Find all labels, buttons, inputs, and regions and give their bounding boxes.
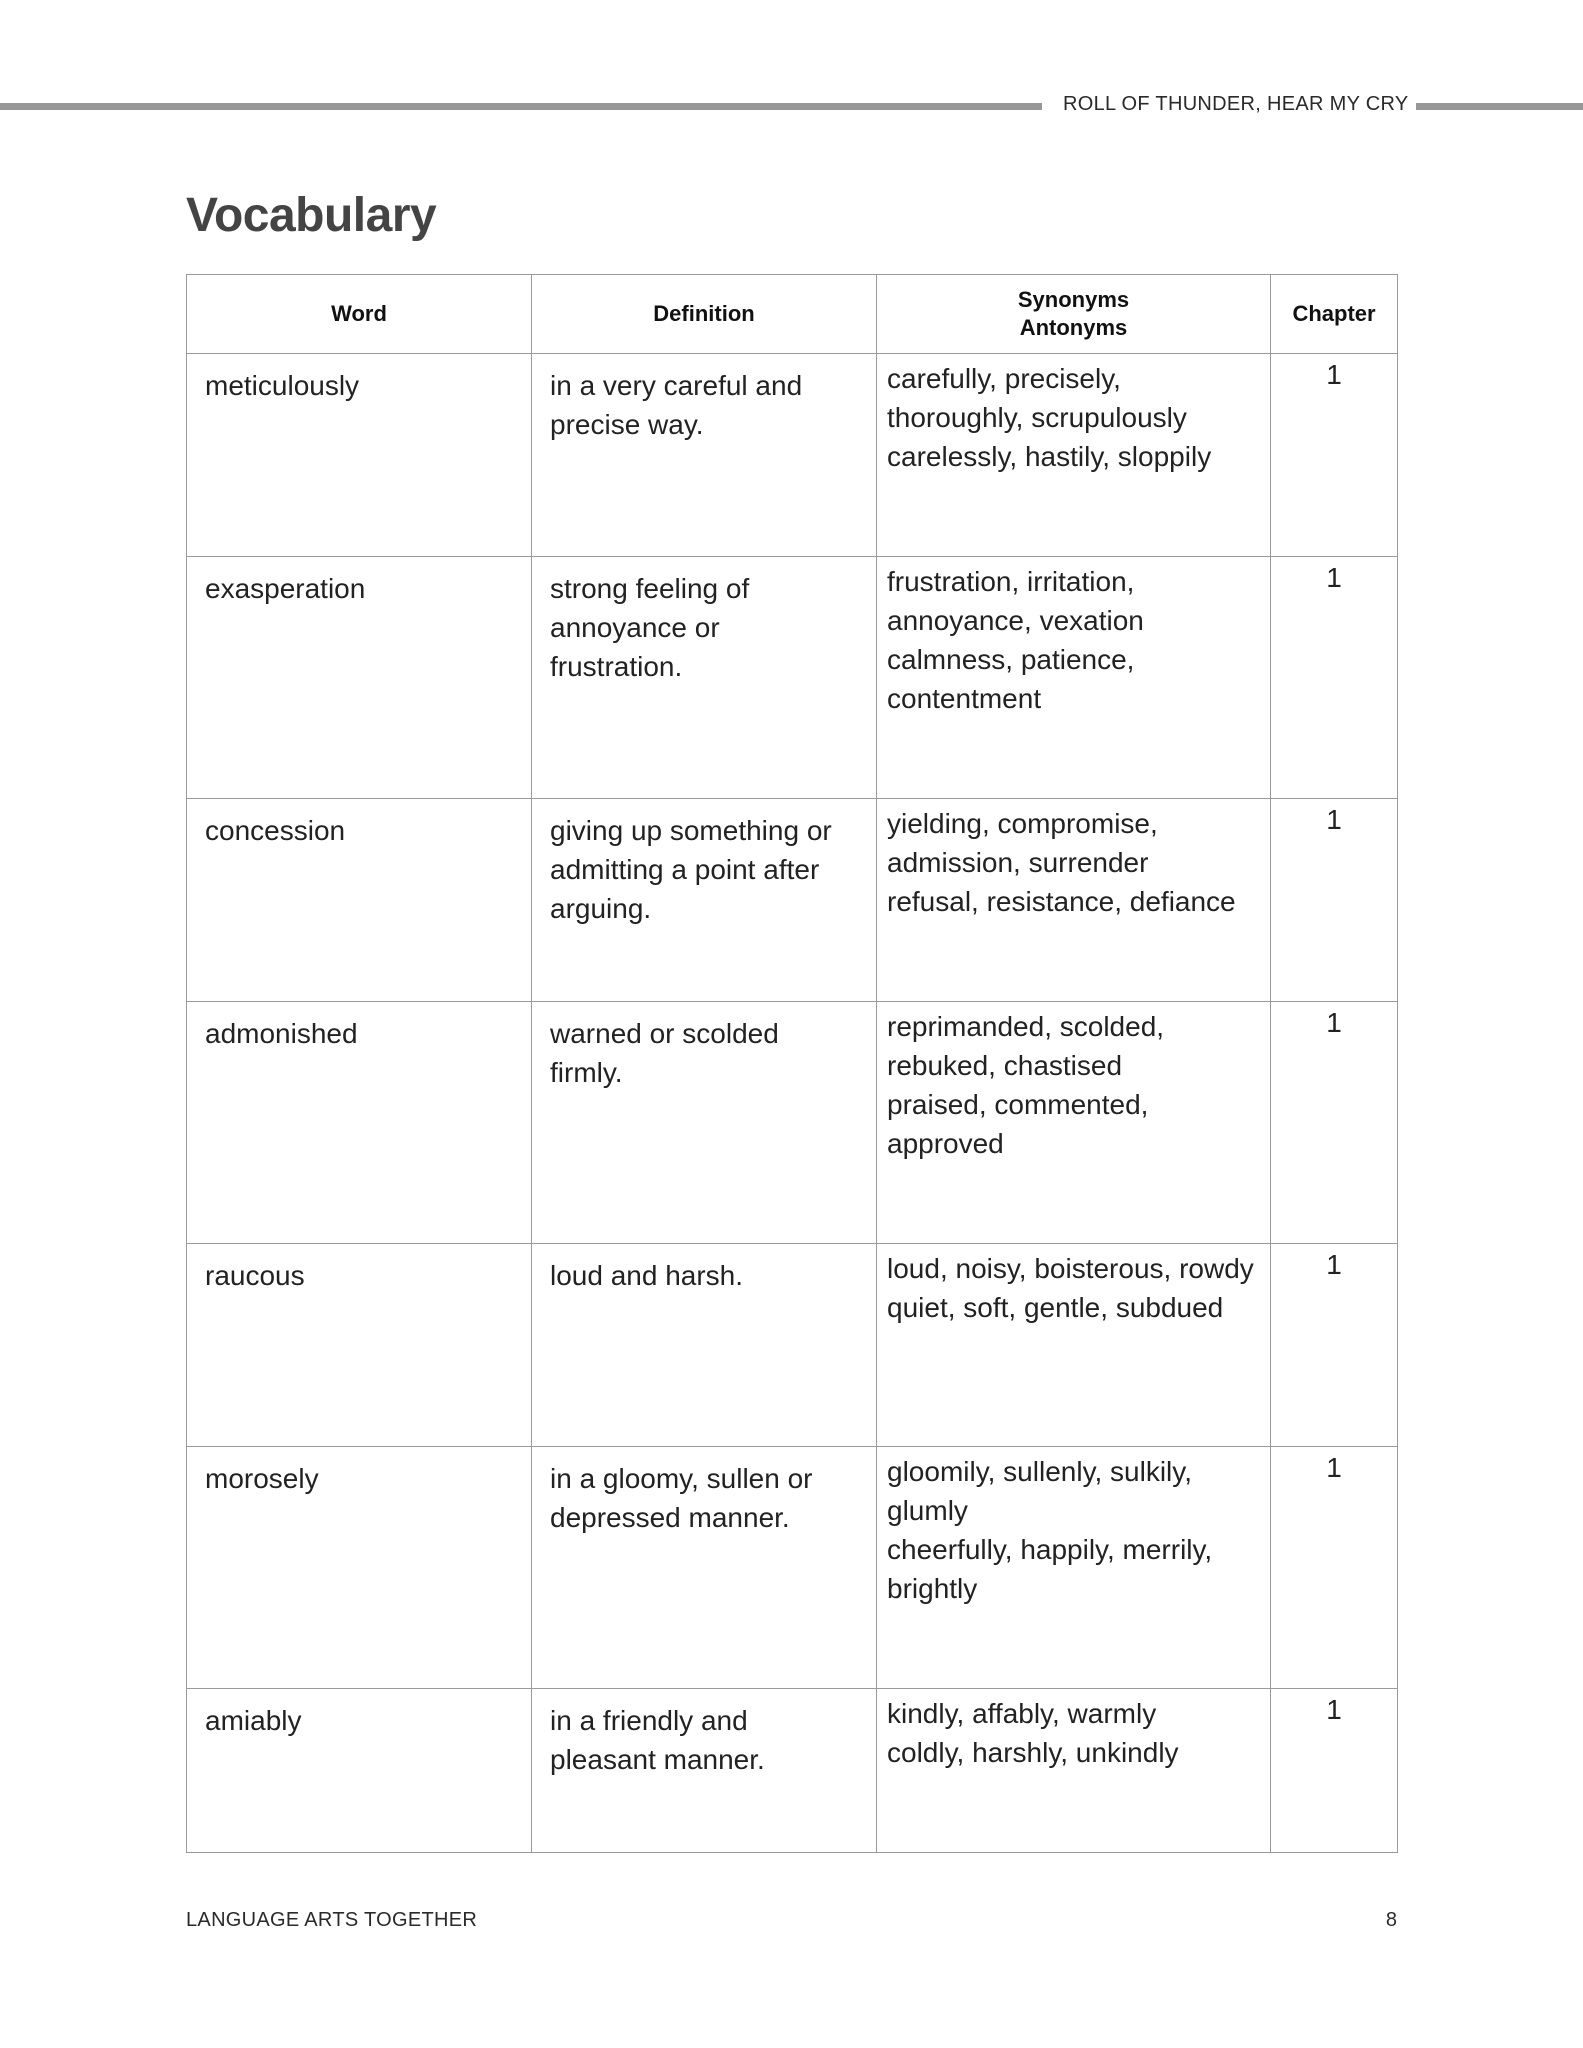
table-row [187,1244,1398,1447]
synonyms-antonyms-cell [877,354,1271,557]
synonyms-text: reprimanded, scolded, rebuked, chastised [887,1011,1165,1081]
synonyms-antonyms-cell [877,557,1271,799]
definition-cell: in a friendly and pleasant manner. [532,1689,877,1853]
synonyms-text: loud, noisy, boisterous, rowdy [887,1253,1254,1284]
definition-cell: in a gloomy, sullen or depressed manner. [532,1447,877,1689]
word-cell: exasperation [187,557,532,799]
running-header-title: ROLL OF THUNDER, HEAR MY CRY [1063,93,1409,115]
definition-cell: loud and harsh. [532,1244,877,1447]
word-cell: concession [187,799,532,1002]
antonyms-text: carelessly, hastily, sloppily [887,441,1212,472]
synonyms-antonyms-cell [877,1002,1271,1244]
antonyms-text: quiet, soft, gentle, subdued [887,1292,1224,1323]
synonyms-text: yielding, compromise, admission, surrender [887,808,1158,878]
word-cell: meticulously [187,354,532,557]
synonyms-antonyms-cell [877,1447,1271,1689]
word-cell: amiably [187,1689,532,1853]
antonyms-text: coldly, harshly, unkindly [887,1737,1179,1768]
word-cell: raucous [187,1244,532,1447]
definition-cell: in a very careful and precise way. [532,354,877,557]
synonyms-text: gloomily, sullenly, sulkily, glumly [887,1456,1192,1526]
chapter-cell: 1 [1271,557,1398,799]
header-antonyms: Antonyms [1019,315,1128,340]
synonyms-text: frustration, irritation, annoyance, vexation [887,566,1144,636]
header-rule-right [1416,103,1583,110]
header-synonyms: Synonyms [1017,287,1130,312]
header-chapter: Chapter [1271,275,1398,354]
table-row [187,557,1398,799]
footer-title: LANGUAGE ARTS TOGETHER [186,1909,478,1931]
chapter-cell: 1 [1271,1002,1398,1244]
header-rule-left [0,103,1042,110]
table-row [187,799,1398,1002]
vocabulary-table [186,274,1398,1853]
header-synonyms-antonyms [877,275,1271,354]
definition-cell: warned or scolded firmly. [532,1002,877,1244]
antonyms-text: praised, commented, approved [887,1089,1149,1159]
synonyms-antonyms-cell [877,1244,1271,1447]
chapter-cell: 1 [1271,1244,1398,1447]
table-row [187,1447,1398,1689]
antonyms-text: cheerfully, happily, merrily, brightly [887,1534,1213,1604]
header-word: Word [187,275,532,354]
definition-cell: giving up something or admitting a point after arguing. [532,799,877,1002]
synonyms-text: kindly, affably, warmly [887,1698,1157,1729]
table-header-row [187,275,1398,354]
header-definition: Definition [532,275,877,354]
chapter-cell: 1 [1271,354,1398,557]
chapter-cell: 1 [1271,1689,1398,1853]
table-row [187,1002,1398,1244]
page-title: Vocabulary [186,189,437,242]
antonyms-text: calmness, patience, contentment [887,644,1135,714]
synonyms-antonyms-cell [877,1689,1271,1853]
chapter-cell: 1 [1271,1447,1398,1689]
synonyms-antonyms-cell [877,799,1271,1002]
table-row [187,354,1398,557]
chapter-cell: 1 [1271,799,1398,1002]
table-row [187,1689,1398,1853]
definition-cell: strong feeling of annoyance or frustration. [532,557,877,799]
word-cell: admonished [187,1002,532,1244]
antonyms-text: refusal, resistance, defiance [887,886,1236,917]
page-number: 8 [1385,1909,1397,1931]
synonyms-text: carefully, precisely, thoroughly, scrupulously [887,363,1187,433]
word-cell: morosely [187,1447,532,1689]
